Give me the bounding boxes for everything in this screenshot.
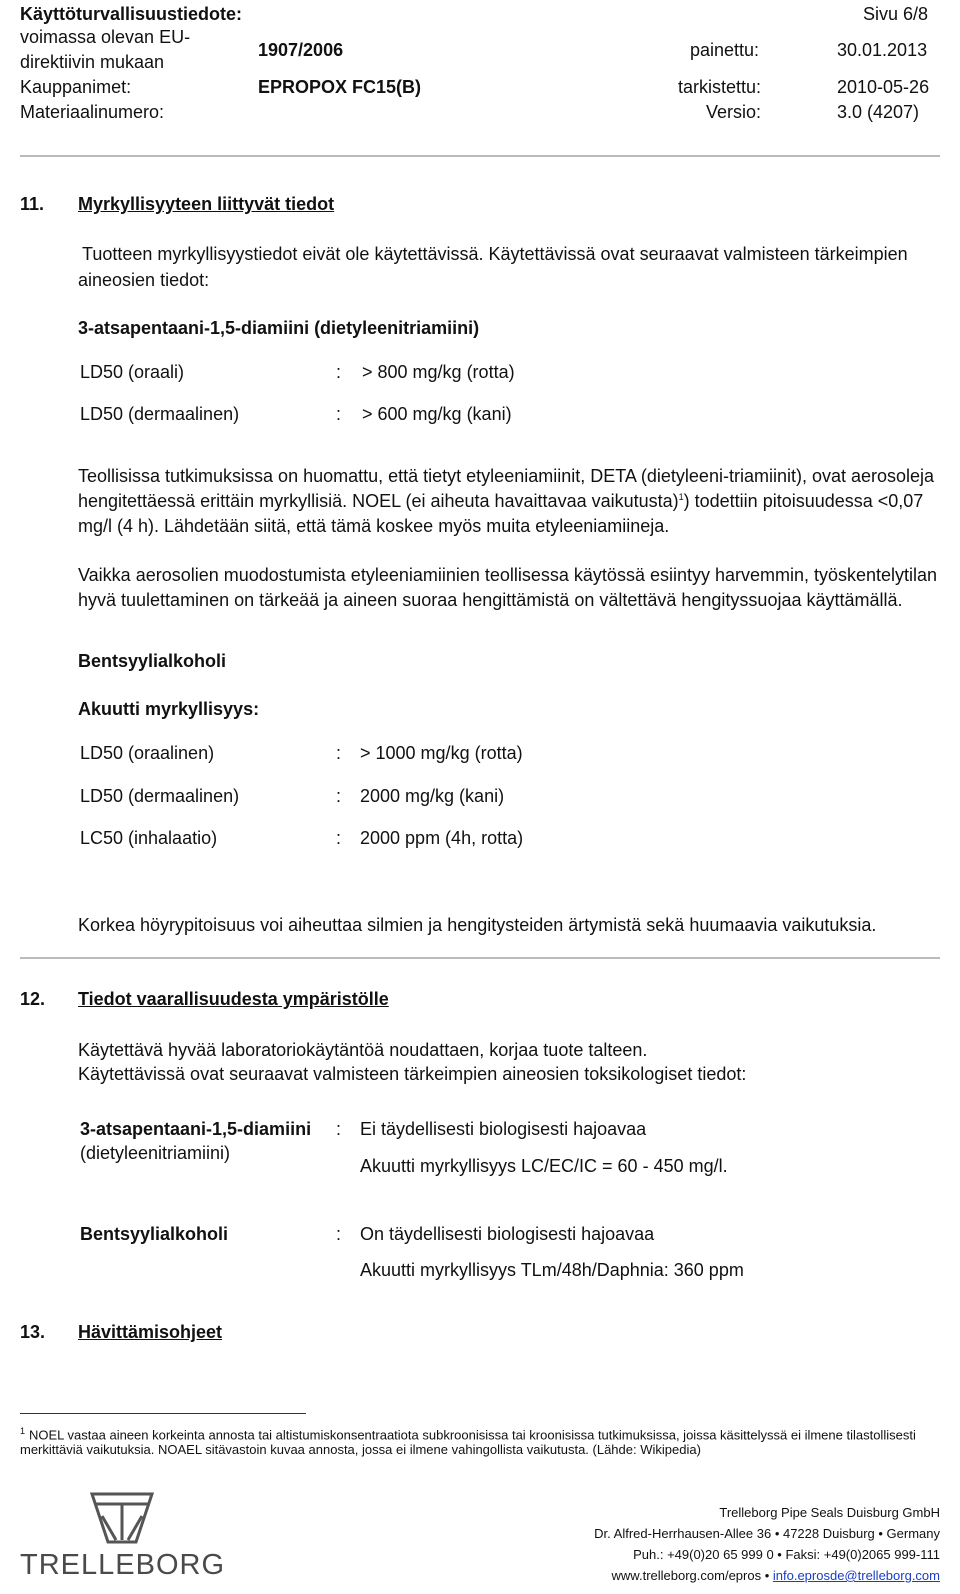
paragraph-2-line-1: Vaikka aerosolien muodostumista etyleeniamiinien teollisessa käytössä esiintyy harvemmin, työskentelytilan <box>78 565 938 585</box>
product-name: EPROPOX FC15(B) <box>258 77 422 97</box>
substance-1-name: 3-atsapentaani-1,5-diamiini (dietyleenitriamiini) <box>78 318 480 338</box>
tox-row-value: 2000 ppm (4h, rotta) <box>360 828 524 848</box>
doc-title: Käyttöturvallisuustiedote: <box>20 4 243 24</box>
revised-label: tarkistettu: <box>678 77 762 97</box>
tox-row-label: LD50 (oraali) <box>80 362 185 382</box>
section-11-intro-line-2: aineosien tiedot: <box>78 270 210 290</box>
section-divider <box>20 957 940 959</box>
section-11-title: Myrkyllisyyteen liittyvät tiedot <box>78 194 335 214</box>
company-address: Dr. Alfred-Herrhausen-Allee 36 • 47228 Duisburg • Germany <box>594 1526 940 1541</box>
validity-line-2: direktiivin mukaan <box>20 52 165 72</box>
tox-row-value: > 1000 mg/kg (rotta) <box>360 743 523 763</box>
material-number-label: Materiaalinumero: <box>20 102 165 122</box>
eco-value-1: On täydellisesti biologisesti hajoavaa <box>360 1224 655 1244</box>
eco-row-separator: : <box>336 1119 342 1139</box>
acute-toxicity-heading: Akuutti myrkyllisyys: <box>78 699 260 719</box>
footnote-text-1: NOEL vastaa aineen korkeinta annosta tai altistumiskonsentraatiota subkroonisissa tai kroonisissa tutkimuksissa, joissa käsittelyssä ei ilmene tilastollisesti <box>29 1427 916 1443</box>
printed-label: painettu: <box>690 40 760 60</box>
section-12-title: Tiedot vaarallisuudesta ympäristölle <box>78 989 389 1009</box>
company-name: Trelleborg Pipe Seals Duisburg GmbH <box>719 1505 940 1520</box>
eco-value-2: Akuutti myrkyllisyys LC/EC/IC = 60 - 450 mg/l. <box>360 1156 728 1176</box>
paragraph-1-line-3: mg/l (4 h). Lähdetään siitä, että tämä koskee myös muita etyleeniamiineja. <box>78 516 670 536</box>
paragraph-1-line-2a: hengitettäessä erittäin myrkyllisiä. NOEL (ei aiheuta havaittavaa vaikutusta) <box>78 491 679 511</box>
eco-row-separator: : <box>336 1224 342 1244</box>
validity-line-1: voimassa olevan EU- <box>20 27 191 47</box>
section-11-closing: Korkea höyrypitoisuus voi aiheuttaa silmien ja hengitysteiden ärtymistä sekä huumaavia vaikutuksia. <box>78 915 877 935</box>
eco-substance-name: Bentsyylialkoholi <box>80 1224 229 1244</box>
company-email-link[interactable]: info.eprosde@trelleborg.com <box>772 1568 940 1583</box>
paragraph-2-line-2: hyvä tuulettaminen on tärkeää ja aineen suoraa hengittämistä on vältettävä hengityssuojaa käyttämällä. <box>78 590 903 610</box>
footnote-reference: 1 <box>678 492 684 502</box>
tox-row-label: LD50 (dermaalinen) <box>80 786 240 806</box>
contact-bullet: • <box>761 1568 773 1583</box>
eco-substance-name-2: (dietyleenitriamiini) <box>80 1143 231 1163</box>
tox-row-separator: : <box>336 743 342 763</box>
tox-row-label: LC50 (inhalaatio) <box>80 828 218 848</box>
eco-value-2: Akuutti myrkyllisyys TLm/48h/Daphnia: 360 ppm <box>360 1260 744 1280</box>
paragraph-1-line-1: Teollisissa tutkimuksissa on huomattu, että tietyt etyleeniamiinit, DETA (dietyleeni-triamiinit), ovat aerosoleja <box>78 466 935 486</box>
page-number: Sivu 6/8 <box>862 4 928 24</box>
company-contact <box>612 1568 940 1584</box>
footnote-marker: 1 <box>20 1426 26 1436</box>
section-12-intro-line-1: Käytettävä hyvää laboratoriokäytäntöä noudattaen, korjaa tuote talteen. <box>78 1040 648 1060</box>
trelleborg-logo-icon <box>20 1488 200 1548</box>
section-12-intro-line-2: Käytettävissä ovat seuraavat valmisteen tärkeimpien aineosien toksikologiset tiedot: <box>78 1064 747 1084</box>
version-value: 3.0 (4207) <box>837 102 920 122</box>
section-12-number: 12. <box>20 989 46 1009</box>
revised-date: 2010-05-26 <box>837 77 930 97</box>
printed-date: 30.01.2013 <box>837 40 928 60</box>
tox-row-separator: : <box>336 404 342 424</box>
paragraph-1-line-2b: ) todettiin pitoisuudessa <0,07 <box>683 491 924 511</box>
company-logo <box>20 1488 225 1588</box>
section-13-title: Hävittämisohjeet <box>78 1322 223 1342</box>
section-11-intro-line-1: Tuotteen myrkyllisyystiedot eivät ole käytettävissä. Käytettävissä ovat seuraavat valmisteen tärkeimpien <box>82 244 908 264</box>
substance-2-name: Bentsyylialkoholi <box>78 651 227 671</box>
eco-substance-name: 3-atsapentaani-1,5-diamiini <box>80 1119 312 1139</box>
tox-row-label: LD50 (oraalinen) <box>80 743 215 763</box>
tox-row-separator: : <box>336 362 342 382</box>
section-13-number: 13. <box>20 1322 46 1342</box>
trade-names-label: Kauppanimet: <box>20 77 132 97</box>
tox-row-value: > 600 mg/kg (kani) <box>362 404 512 424</box>
footnote-line-2: merkittäviä vaikutuksia. NOAEL sitävastoin kuvaa annosta, jossa ei ilmene vahingollista vaikutusta. (Lähde: Wikipedia) <box>20 1442 701 1457</box>
footnote-separator <box>20 1413 306 1414</box>
company-phone: Puh.: +49(0)20 65 999 0 • Faksi: +49(0)2065 999-111 <box>633 1547 940 1562</box>
logo-wordmark: TRELLEBORG <box>20 1549 225 1581</box>
version-label: Versio: <box>706 102 762 122</box>
header-divider <box>20 155 940 157</box>
eco-value-1: Ei täydellisesti biologisesti hajoavaa <box>360 1119 647 1139</box>
paragraph-1-line-2 <box>78 491 923 513</box>
section-11-number: 11. <box>20 194 45 214</box>
company-website[interactable]: www.trelleborg.com/epros <box>611 1568 762 1583</box>
tox-row-value: 2000 mg/kg (kani) <box>360 786 505 806</box>
tox-row-label: LD50 (dermaalinen) <box>80 404 240 424</box>
tox-row-separator: : <box>336 828 342 848</box>
tox-row-separator: : <box>336 786 342 806</box>
tox-row-value: > 800 mg/kg (rotta) <box>362 362 515 382</box>
regulation-number: 1907/2006 <box>258 40 344 60</box>
